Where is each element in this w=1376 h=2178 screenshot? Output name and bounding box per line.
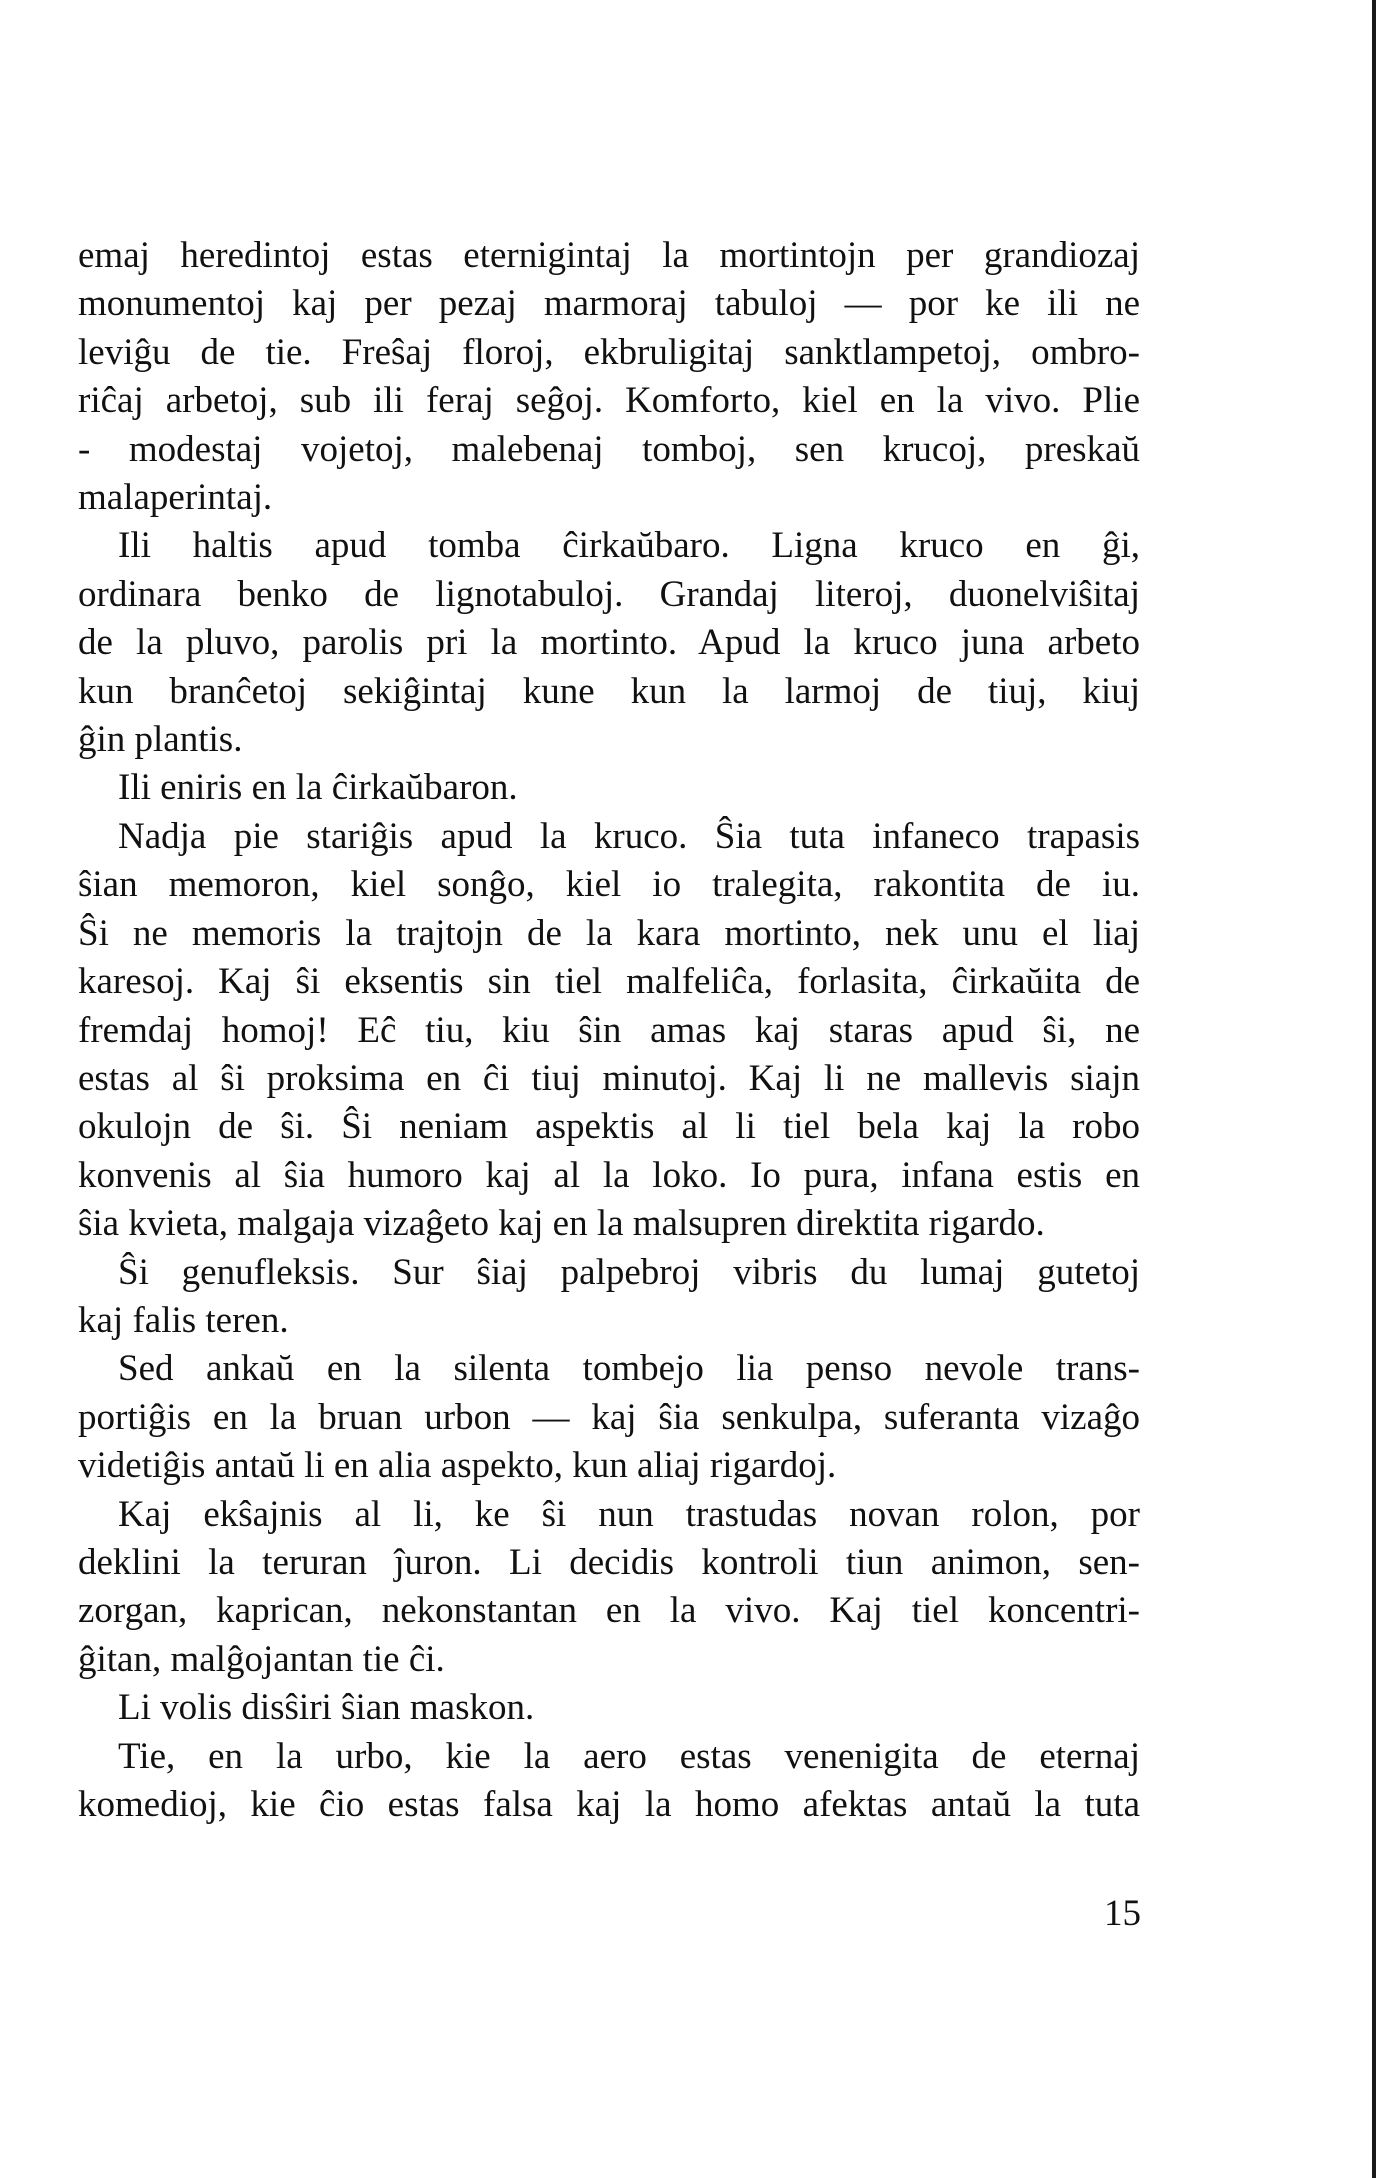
- page-edge-shadow: [1372, 0, 1376, 2178]
- text-line: Sed ankaŭ en la silenta tombejo lia penso nevole trans-: [118, 1348, 1140, 1390]
- text-line: ŝian memoron, kiel sonĝo, kiel io tralegita, rakontita de iu.: [78, 864, 1140, 906]
- text-line: estas al ŝi proksima en ĉi tiuj minutoj. Kaj li ne mallevis siajn: [78, 1057, 1140, 1099]
- text-line: Ili eniris en la ĉirkaŭbaron.: [118, 767, 518, 809]
- text-line: monumentoj kaj per pezaj marmoraj tabuloj — por ke ili ne: [78, 283, 1140, 325]
- text-line: Ŝi genufleksis. Sur ŝiaj palpebroj vibris du lumaj gutetoj: [118, 1251, 1140, 1293]
- text-line: ordinara benko de lignotabuloj. Grandaj literoj, duonelviŝitaj: [78, 573, 1140, 615]
- text-line: de la pluvo, parolis pri la mortinto. Apud la kruco juna arbeto: [78, 622, 1140, 664]
- text-line: - modestaj vojetoj, malebenaj tomboj, sen krucoj, preskaŭ: [78, 428, 1140, 470]
- text-line: Tie, en la urbo, kie la aero estas venenigita de eternaj: [118, 1735, 1140, 1777]
- text-line: Ŝi ne memoris la trajtojn de la kara mortinto, nek unu el liaj: [78, 912, 1140, 954]
- text-line: okulojn de ŝi. Ŝi neniam aspektis al li tiel bela kaj la robo: [78, 1106, 1140, 1148]
- text-line: kun branĉetoj sekiĝintaj kune kun la larmoj de tiuj, kiuj: [78, 670, 1140, 712]
- text-line: zorgan, kaprican, nekonstantan en la vivo. Kaj tiel koncentri-: [78, 1590, 1140, 1632]
- page-number: 15: [1104, 1893, 1141, 1934]
- text-line: ĝin plantis.: [78, 719, 243, 761]
- text-line: ĝitan, malĝojantan tie ĉi.: [78, 1638, 445, 1680]
- text-line: riĉaj arbetoj, sub ili feraj seĝoj. Komforto, kiel en la vivo. Plie: [78, 380, 1140, 422]
- text-line: videtiĝis antaŭ li en alia aspekto, kun aliaj rigardoj.: [78, 1445, 837, 1487]
- text-line: karesoj. Kaj ŝi eksentis sin tiel malfeliĉa, forlasita, ĉirkaŭita de: [78, 961, 1140, 1003]
- text-line: malaperintaj.: [78, 477, 273, 519]
- text-line: Kaj ekŝajnis al li, ke ŝi nun trastudas novan rolon, por: [118, 1493, 1140, 1535]
- text-line: emaj heredintoj estas eternigintaj la mortintojn per grandiozaj: [78, 235, 1140, 276]
- text-line: kaj falis teren.: [78, 1299, 289, 1341]
- text-line: ŝia kvieta, malgaja vizaĝeto kaj en la malsupren direktita rigardo.: [78, 1203, 1045, 1245]
- text-line: portiĝis en la bruan urbon — kaj ŝia senkulpa, suferanta vizaĝo: [78, 1396, 1140, 1438]
- body-text: [78, 232, 1140, 1829]
- text-line: konvenis al ŝia humoro kaj al la loko. Io pura, infana estis en: [78, 1154, 1140, 1196]
- text-line: Li volis disŝiri ŝian maskon.: [118, 1687, 535, 1729]
- text-line: leviĝu de tie. Freŝaj floroj, ekbruligitaj sanktlampetoj, ombro-: [78, 331, 1140, 373]
- text-line: Ili haltis apud tomba ĉirkaŭbaro. Ligna kruco en ĝi,: [118, 525, 1140, 567]
- text-line: Nadja pie stariĝis apud la kruco. Ŝia tuta infaneco trapasis: [118, 815, 1140, 857]
- text-line: komedioj, kie ĉio estas falsa kaj la homo afektas antaŭ la tuta: [78, 1784, 1140, 1825]
- text-line: deklini la teruran ĵuron. Li decidis kontroli tiun animon, sen-: [78, 1541, 1140, 1583]
- text-line: fremdaj homoj! Eĉ tiu, kiu ŝin amas kaj staras apud ŝi, ne: [78, 1009, 1140, 1051]
